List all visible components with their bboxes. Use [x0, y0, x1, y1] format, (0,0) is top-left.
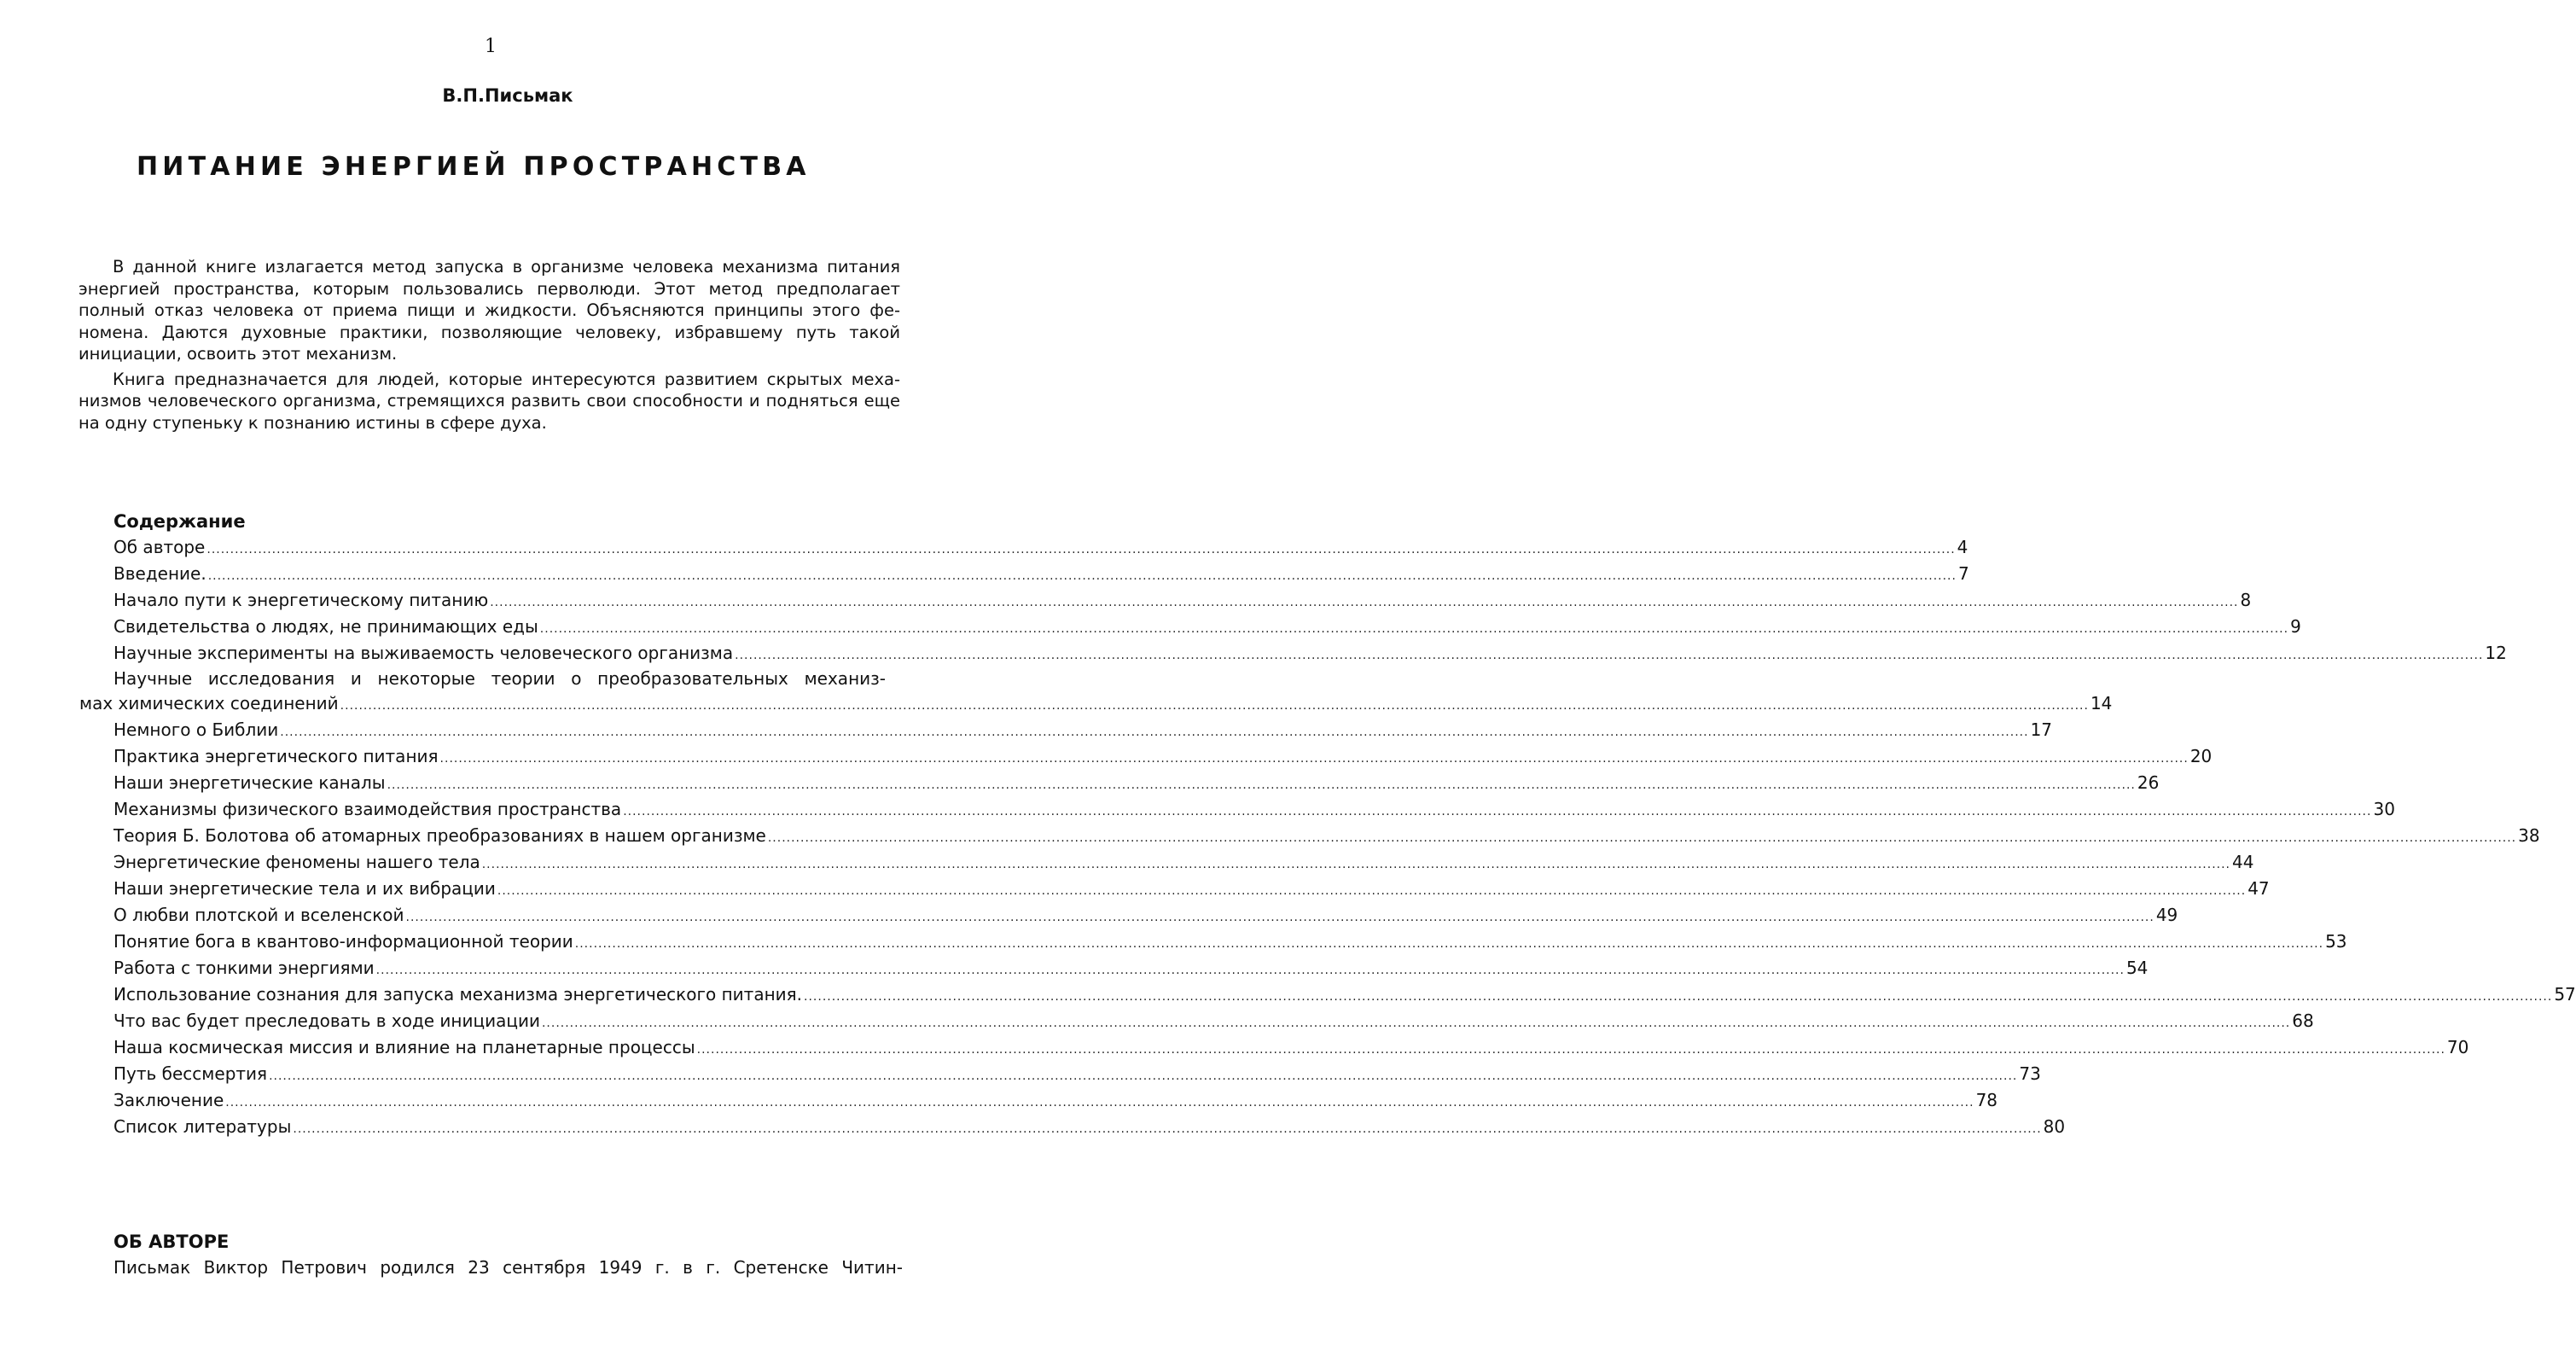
toc-leader-dots	[575, 931, 2323, 958]
toc-leader-dots	[269, 1063, 2017, 1090]
toc-item-label: Список литературы	[113, 1116, 292, 1137]
abstract	[79, 256, 900, 437]
toc-item-label: О любви плотской и вселенской	[113, 905, 404, 925]
toc-item-page: 17	[2030, 719, 2053, 740]
toc-item-label: Наши энергетические тела и их вибрации	[113, 878, 496, 899]
toc-item-page: 30	[2373, 799, 2395, 819]
toc-item[interactable]	[113, 902, 2178, 929]
toc-item-page: 70	[2446, 1037, 2469, 1057]
about-author-text: Письмак Виктор Петрович родился 23 сентября 1949 г. в г. Сретенске Читин-	[113, 1257, 903, 1278]
toc-leader-dots	[387, 772, 2136, 799]
toc-item-label: Об авторе	[113, 537, 206, 557]
toc-item-label: Использование сознания для запуска механизма энергетического питания.	[113, 984, 803, 1005]
toc-item-page: 47	[2247, 878, 2270, 899]
toc-item-page: 4	[1957, 537, 1968, 557]
toc-item-label-line2: мах химических соединений	[79, 693, 339, 713]
toc-item-label: Свидетельства о людях, не принимающих еды	[113, 616, 538, 637]
toc-item[interactable]	[113, 929, 2347, 955]
toc-list	[79, 534, 2576, 1140]
toc-item-page: 26	[2137, 772, 2160, 793]
toc-leader-dots	[497, 878, 2246, 905]
toc-item-label: Механизмы физического взаимодействия пространства	[113, 799, 622, 819]
book-title: ПИТАНИЕ ЭНЕРГИЕЙ ПРОСТРАНСТВА	[137, 152, 811, 182]
toc-item-page: 9	[2290, 616, 2301, 637]
toc-item-label: Научные эксперименты на выживаемость человеческого организма	[113, 643, 734, 663]
toc-item[interactable]	[113, 770, 2160, 796]
toc-item-label: Что вас будет преследовать в ходе инициации	[113, 1010, 540, 1031]
toc-item-label: Заключение	[113, 1090, 224, 1110]
toc-leader-dots	[280, 719, 2028, 746]
toc-item-page: 53	[2325, 931, 2347, 952]
toc-item-label: Работа с тонкими энергиями	[113, 958, 375, 978]
toc-leader-dots	[406, 905, 2154, 931]
toc-item[interactable]	[113, 534, 1968, 561]
toc-item-page: 49	[2155, 905, 2178, 925]
toc-leader-dots	[768, 825, 2516, 852]
toc-item[interactable]	[113, 876, 2270, 902]
toc-heading: Содержание	[113, 511, 246, 532]
toc-item-label: Наша космическая миссия и влияние на планетарные процессы	[113, 1037, 695, 1057]
toc-leader-dots	[208, 563, 1957, 590]
abstract-paragraph: В данной книге излагается метод запуска в организме человека механизма питания энергией пространства, которым пользовались перволюди. Этот метод предполагает полный отказ человека от приема пищи и жидкости. Объясняются принципы этого феномена. Даются духовные практики, позволяющие человеку, избравшему путь такой инициации, освоить этот механизм.	[79, 257, 900, 364]
toc-item-label: Понятие бога в квантово-информационной теории	[113, 931, 573, 952]
toc-item-page: 68	[2292, 1010, 2314, 1031]
toc-item[interactable]	[113, 1087, 1998, 1114]
toc-leader-dots	[490, 590, 2238, 616]
about-author-heading: ОБ АВТОРЕ	[113, 1232, 230, 1252]
toc-leader-dots	[340, 693, 2089, 719]
table-of-contents	[79, 509, 2576, 1140]
toc-item-page: 38	[2518, 825, 2540, 846]
toc-item-label: Теория Б. Болотова об атомарных преобразованиях в нашем организме	[113, 825, 766, 846]
toc-item-label: Путь бессмертия	[113, 1063, 268, 1084]
toc-item-page: 80	[2043, 1116, 2066, 1137]
toc-leader-dots	[735, 643, 2483, 669]
toc-item[interactable]	[113, 614, 2301, 640]
toc-item[interactable]	[113, 1061, 2041, 1087]
toc-item[interactable]	[113, 561, 1969, 587]
toc-leader-dots	[804, 984, 2552, 1010]
toc-item[interactable]	[79, 667, 2113, 717]
toc-item[interactable]	[113, 823, 2540, 849]
toc-leader-dots	[376, 958, 2125, 984]
toc-item[interactable]	[113, 955, 2149, 981]
toc-item[interactable]	[113, 743, 2213, 770]
toc-leader-dots	[293, 1116, 2041, 1143]
toc-leader-dots	[697, 1037, 2445, 1063]
toc-item-page: 7	[1957, 563, 1969, 584]
toc-item[interactable]	[113, 981, 2576, 1008]
toc-item-page: 8	[2240, 590, 2252, 610]
toc-leader-dots	[482, 852, 2230, 878]
toc-item-label: Практика энергетического питания	[113, 746, 439, 766]
toc-item-page: 14	[2090, 693, 2113, 713]
toc-item-page: 44	[2232, 852, 2254, 872]
toc-item[interactable]	[113, 849, 2254, 876]
page-number: 1	[485, 36, 497, 57]
toc-leader-dots	[225, 1090, 1974, 1116]
toc-item-page: 54	[2125, 958, 2149, 978]
toc-leader-dots	[623, 799, 2371, 825]
toc-item-page: 20	[2189, 746, 2213, 766]
toc-item[interactable]	[113, 1008, 2314, 1034]
toc-item[interactable]	[113, 1034, 2469, 1061]
toc-item-page: 73	[2019, 1063, 2041, 1084]
toc-item-page: 57	[2554, 984, 2576, 1005]
toc-leader-dots	[440, 746, 2189, 772]
toc-item-label: Немного о Библии	[113, 719, 279, 740]
toc-item-label-line1: Научные исследования и некоторые теории о преобразовательных механиз-	[113, 668, 886, 689]
toc-item-page: 12	[2485, 643, 2507, 663]
toc-item[interactable]	[113, 587, 2252, 614]
toc-item[interactable]	[113, 796, 2395, 823]
toc-item-label: Введение.	[113, 563, 206, 584]
toc-item-line2	[79, 690, 2113, 717]
toc-leader-dots	[540, 616, 2288, 643]
toc-item[interactable]	[113, 1114, 2066, 1140]
abstract-paragraph: Книга предназначается для людей, которые интересуются развитием скрытых механизмов человеческого организма, стремящихся развить свои способности и подняться еще на одну ступеньку к познанию истины в сфере духа.	[79, 369, 900, 433]
toc-item-label: Энергетические феномены нашего тела	[113, 852, 480, 872]
toc-leader-dots	[206, 537, 1955, 563]
toc-item-label: Начало пути к энергетическому питанию	[113, 590, 489, 610]
toc-item-label: Наши энергетические каналы	[113, 772, 386, 793]
toc-leader-dots	[542, 1010, 2290, 1037]
toc-item[interactable]	[113, 640, 2507, 667]
author-name: В.П.Письмак	[442, 85, 573, 106]
toc-item-page: 78	[1975, 1090, 1998, 1110]
toc-item[interactable]	[113, 717, 2053, 743]
